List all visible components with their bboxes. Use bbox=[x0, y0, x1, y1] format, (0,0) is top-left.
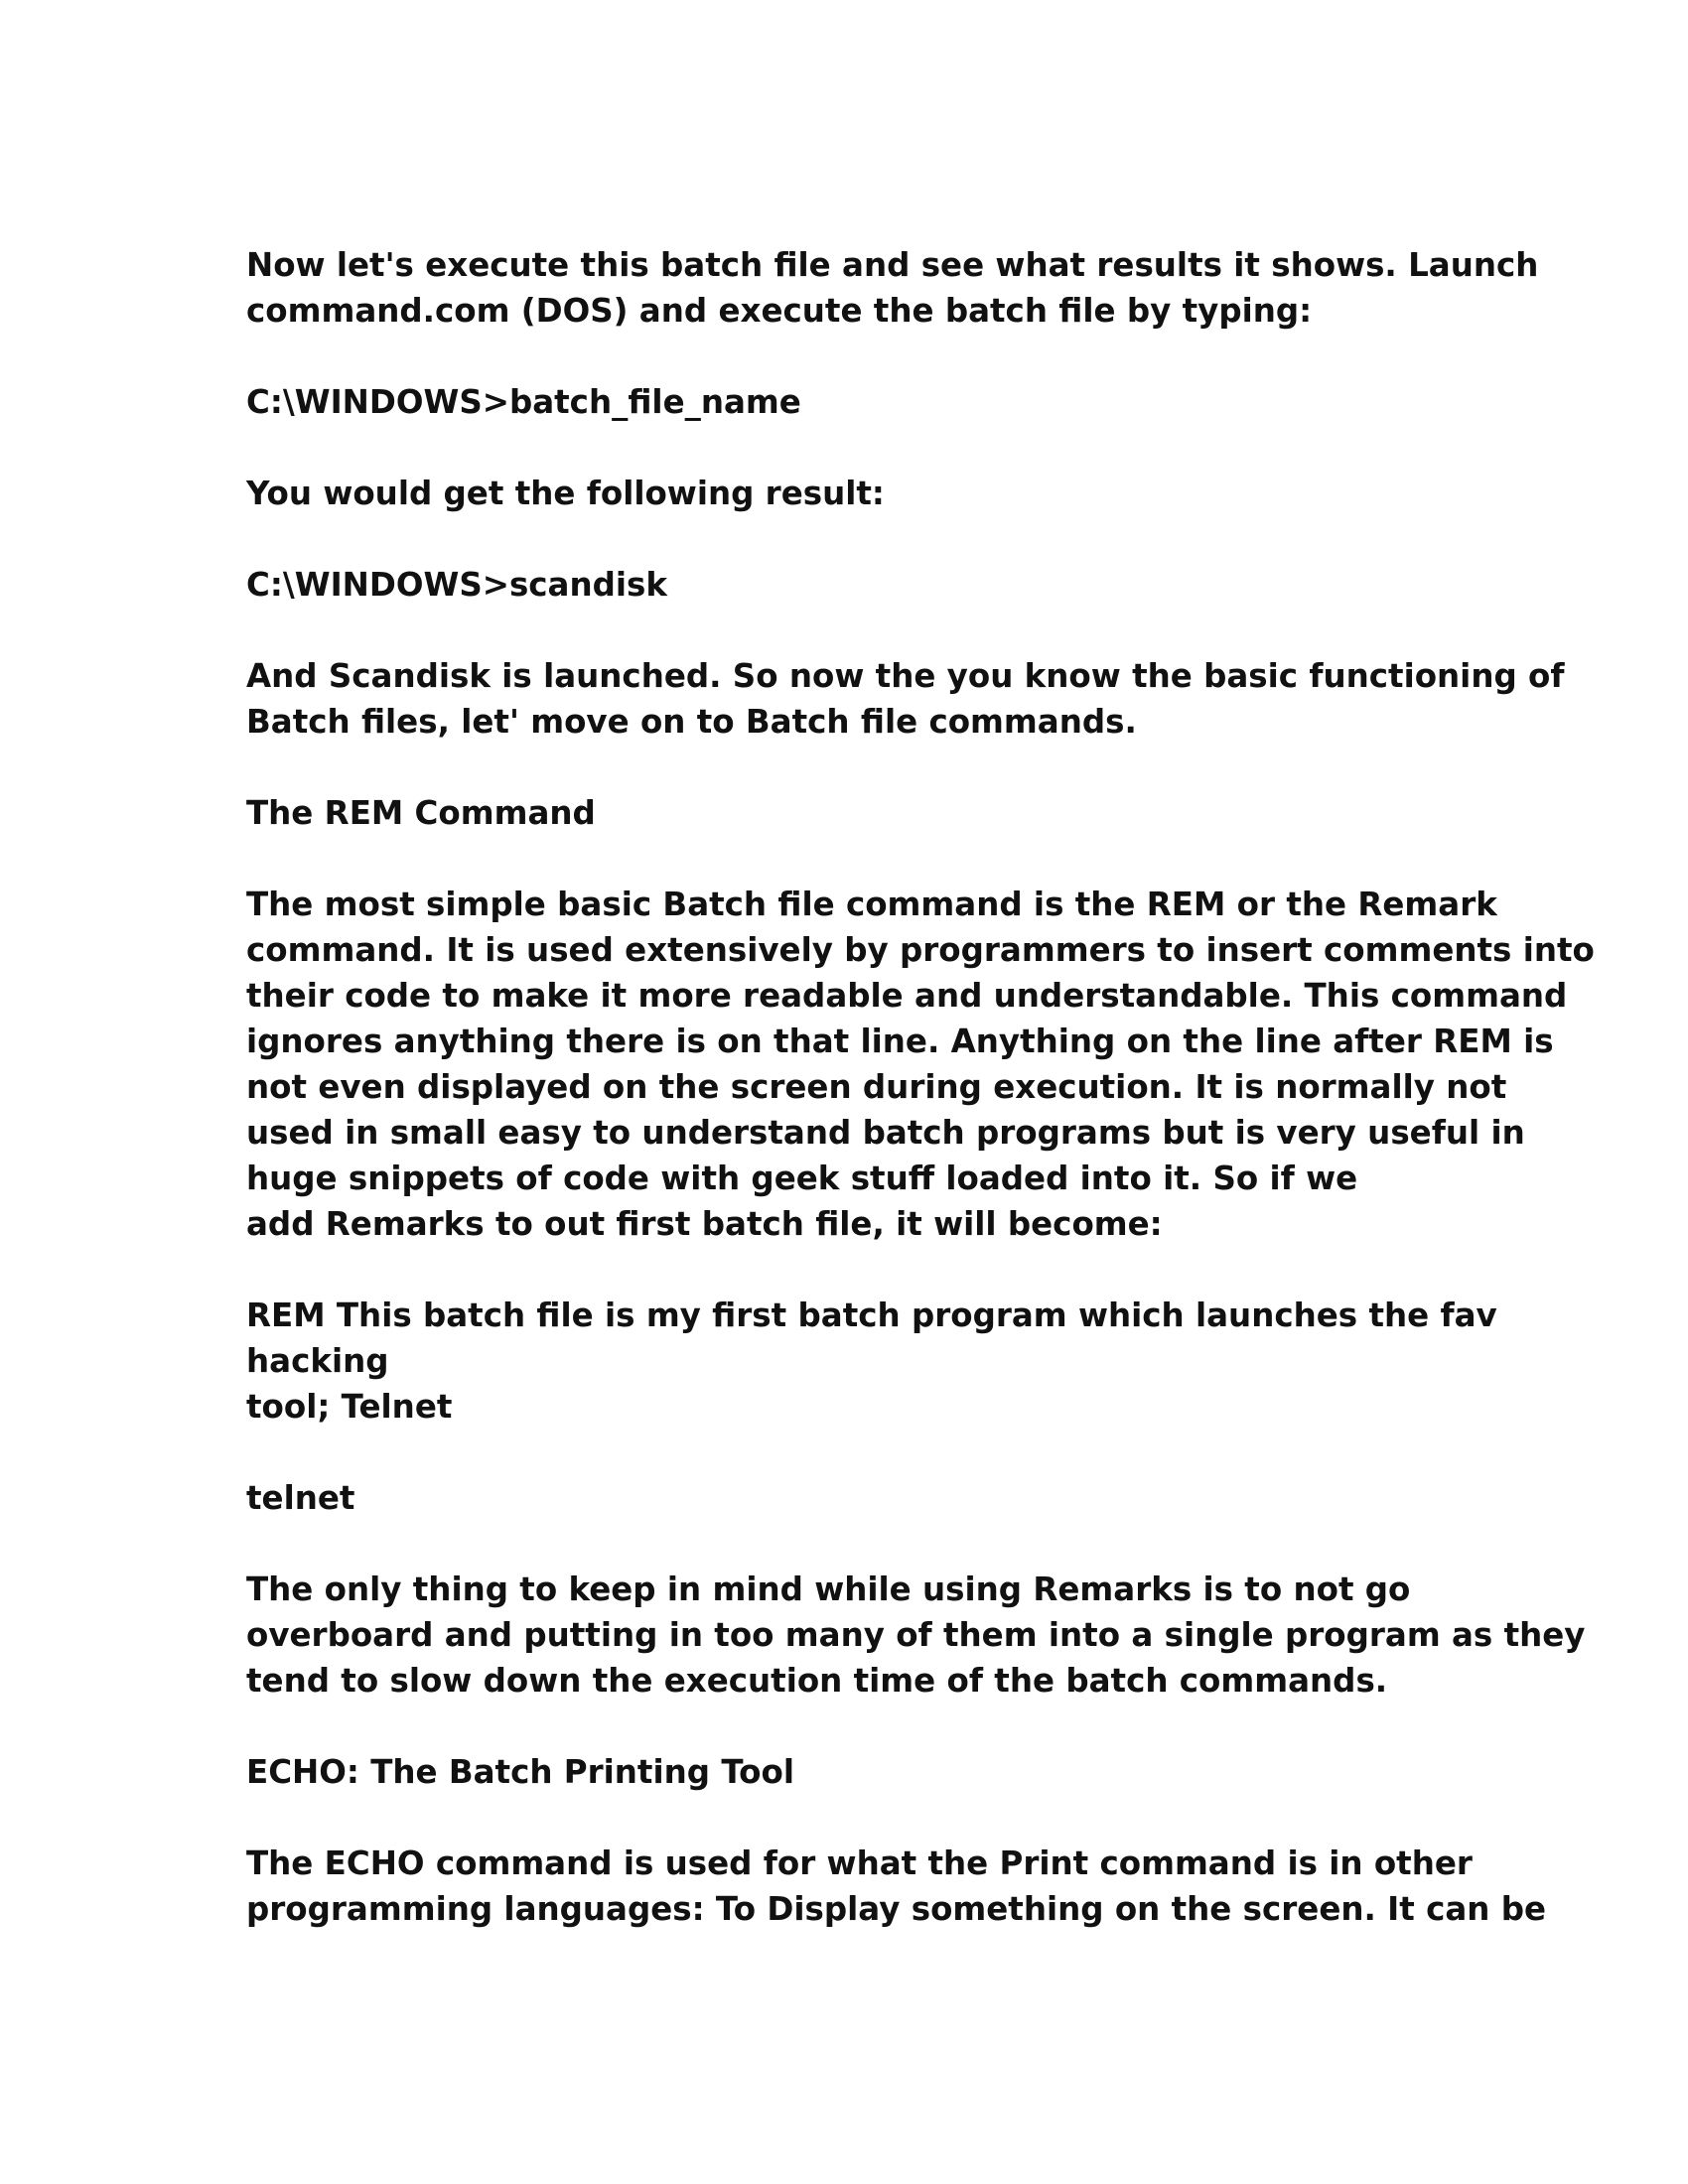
remarks-caution-paragraph-line: The only thing to keep in mind while using Remarks is to not go bbox=[246, 1570, 1411, 1608]
rem-command-heading bbox=[246, 790, 1487, 836]
rem-example-code-line: tool; Telnet bbox=[246, 1388, 453, 1426]
intro-paragraph-line: Now let's execute this batch file and see what results it shows. Launch bbox=[246, 246, 1539, 284]
rem-description-paragraph-line: add Remarks to out first batch file, it will become: bbox=[246, 1205, 1163, 1243]
scandisk-launched-paragraph-line: Batch files, let' move on to Batch file commands. bbox=[246, 703, 1137, 741]
rem-description-paragraph-line: ignores anything there is on that line. Anything on the line after REM is bbox=[246, 1023, 1554, 1060]
remarks-caution-paragraph-line: tend to slow down the execution time of the batch commands. bbox=[246, 1662, 1388, 1700]
command-example-scandisk-line: C:\WINDOWS>scandisk bbox=[246, 566, 667, 604]
command-example-scandisk bbox=[246, 562, 1487, 608]
result-intro-paragraph-line: You would get the following result: bbox=[246, 475, 885, 512]
text-column bbox=[246, 242, 1595, 1978]
rem-description-paragraph-line: command. It is used extensively by programmers to insert comments into bbox=[246, 931, 1595, 969]
scandisk-launched-paragraph-line: And Scandisk is launched. So now the you know the basic functioning of bbox=[246, 657, 1565, 695]
result-intro-paragraph bbox=[246, 471, 1487, 516]
command-example-batch-file-name bbox=[246, 379, 1487, 425]
remarks-caution-paragraph-line: overboard and putting in too many of them into a single program as they bbox=[246, 1616, 1586, 1654]
echo-heading bbox=[246, 1749, 1487, 1795]
echo-heading-line: ECHO: The Batch Printing Tool bbox=[246, 1753, 794, 1791]
rem-description-paragraph bbox=[246, 882, 1595, 1247]
telnet-command-line: telnet bbox=[246, 1479, 355, 1517]
echo-description-paragraph-line: The ECHO command is used for what the Print command is in other bbox=[246, 1844, 1473, 1882]
rem-example-code-line: REM This batch file is my first batch program which launches the fav bbox=[246, 1297, 1497, 1334]
intro-paragraph bbox=[246, 242, 1539, 334]
telnet-command bbox=[246, 1475, 1487, 1521]
scandisk-launched-paragraph bbox=[246, 653, 1565, 745]
intro-paragraph-line: command.com (DOS) and execute the batch file by typing: bbox=[246, 292, 1313, 330]
command-example-batch-file-name-line: C:\WINDOWS>batch_file_name bbox=[246, 383, 801, 421]
echo-description-paragraph-line: programming languages: To Display something on the screen. It can be bbox=[246, 1890, 1547, 1928]
remarks-caution-paragraph bbox=[246, 1567, 1586, 1704]
rem-command-heading-line: The REM Command bbox=[246, 794, 596, 832]
echo-description-paragraph bbox=[246, 1841, 1547, 1932]
rem-example-code bbox=[246, 1293, 1497, 1430]
rem-description-paragraph-line: used in small easy to understand batch programs but is very useful in bbox=[246, 1114, 1525, 1152]
rem-description-paragraph-line: The most simple basic Batch file command is the REM or the Remark bbox=[246, 886, 1497, 923]
rem-description-paragraph-line: their code to make it more readable and understandable. This command bbox=[246, 977, 1568, 1015]
rem-description-paragraph-line: huge snippets of code with geek stuff loaded into it. So if we bbox=[246, 1160, 1358, 1197]
rem-example-code-line: hacking bbox=[246, 1342, 389, 1380]
rem-description-paragraph-line: not even displayed on the screen during execution. It is normally not bbox=[246, 1068, 1507, 1106]
